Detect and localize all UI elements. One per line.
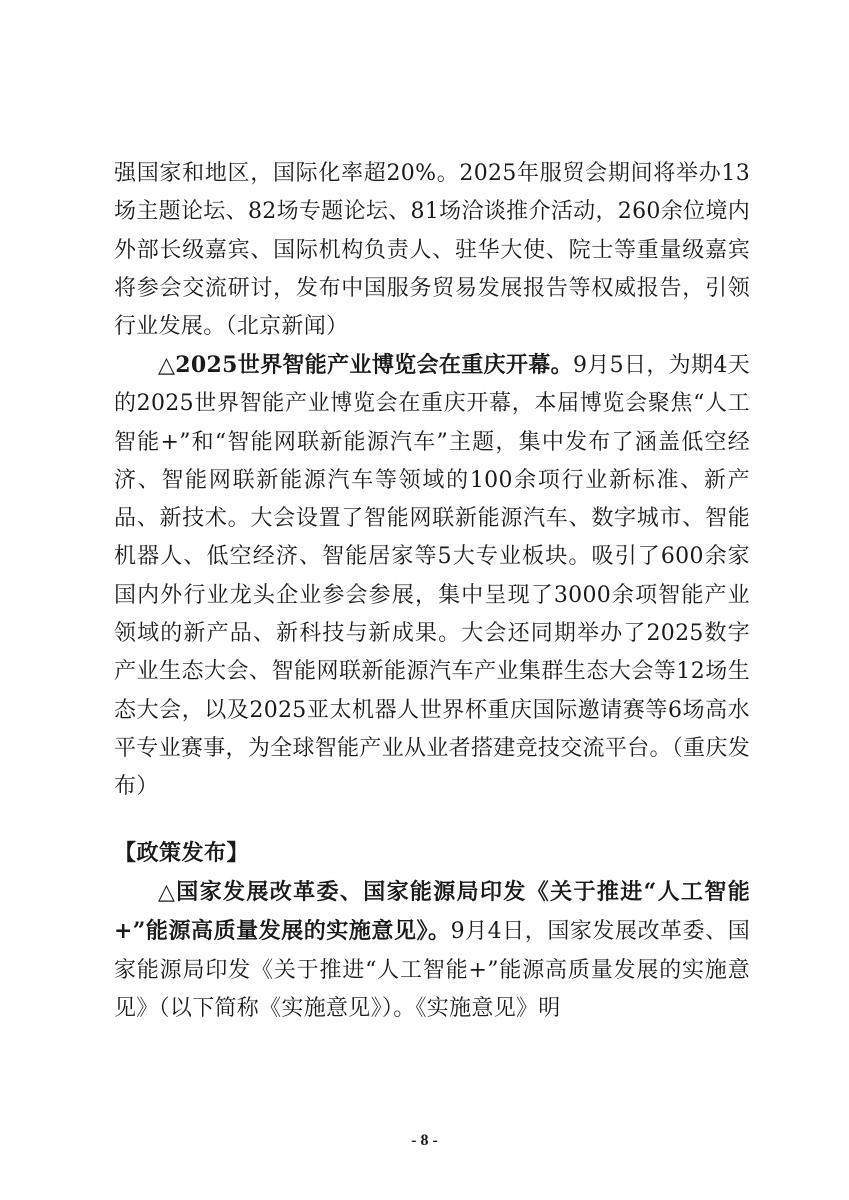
- section-heading-policy: 【政策发布】: [114, 840, 250, 866]
- news-headline-policy: △国家发展改革委、国家能源局印发《关于推进“人工智能+”能源高质量发展的实施意见》。: [114, 879, 750, 945]
- page-number: - 8 -: [411, 1132, 438, 1149]
- paragraph-continuation: 强国家和地区，国际化率超20%。2025年服贸会期间将举办13场主题论坛、82场专题论坛、81场洽谈推介活动，260余位境内外部长级嘉宾、国际机构负责人、驻华大使、院士等重量级嘉宾将参会交流研讨，发布中国服务贸易发展报告等权威报告，引领行业发展。（北京新闻）: [114, 161, 750, 340]
- news-item-expo: [114, 346, 750, 807]
- news-headline-expo: △2025世界智能产业博览会在重庆开幕。: [158, 352, 573, 378]
- news-body-expo: 9月5日，为期4天的2025世界智能产业博览会在重庆开幕，本届博览会聚焦“人工智能+”和“智能网联新能源汽车”主题，集中发布了涵盖低空经济、智能网联新能源汽车等领域的100余项行业新标准、新产品、新技术。大会设置了智能网联新能源汽车、数字城市、智能机器人、低空经济、智能居家等5大专业板块。吸引了600余家国内外行业龙头企业参会参展，集中呈现了3000余项智能产业领域的新产品、新科技与新成果。大会还同期举办了2025数字产业生态大会、智能网联新能源汽车产业集群生态大会等12场生态大会，以及2025亚太机器人世界杯重庆国际邀请赛等6场高水平专业赛事，为全球智能产业从业者搭建竞技交流平台。（重庆发布）: [114, 353, 750, 800]
- news-body-policy: 9月4日，国家发展改革委、国家能源局印发《关于推进“人工智能+”能源高质量发展的实施意见》（以下简称《实施意见》）。《实施意见》明: [114, 919, 750, 1021]
- news-item-policy: [114, 873, 750, 1028]
